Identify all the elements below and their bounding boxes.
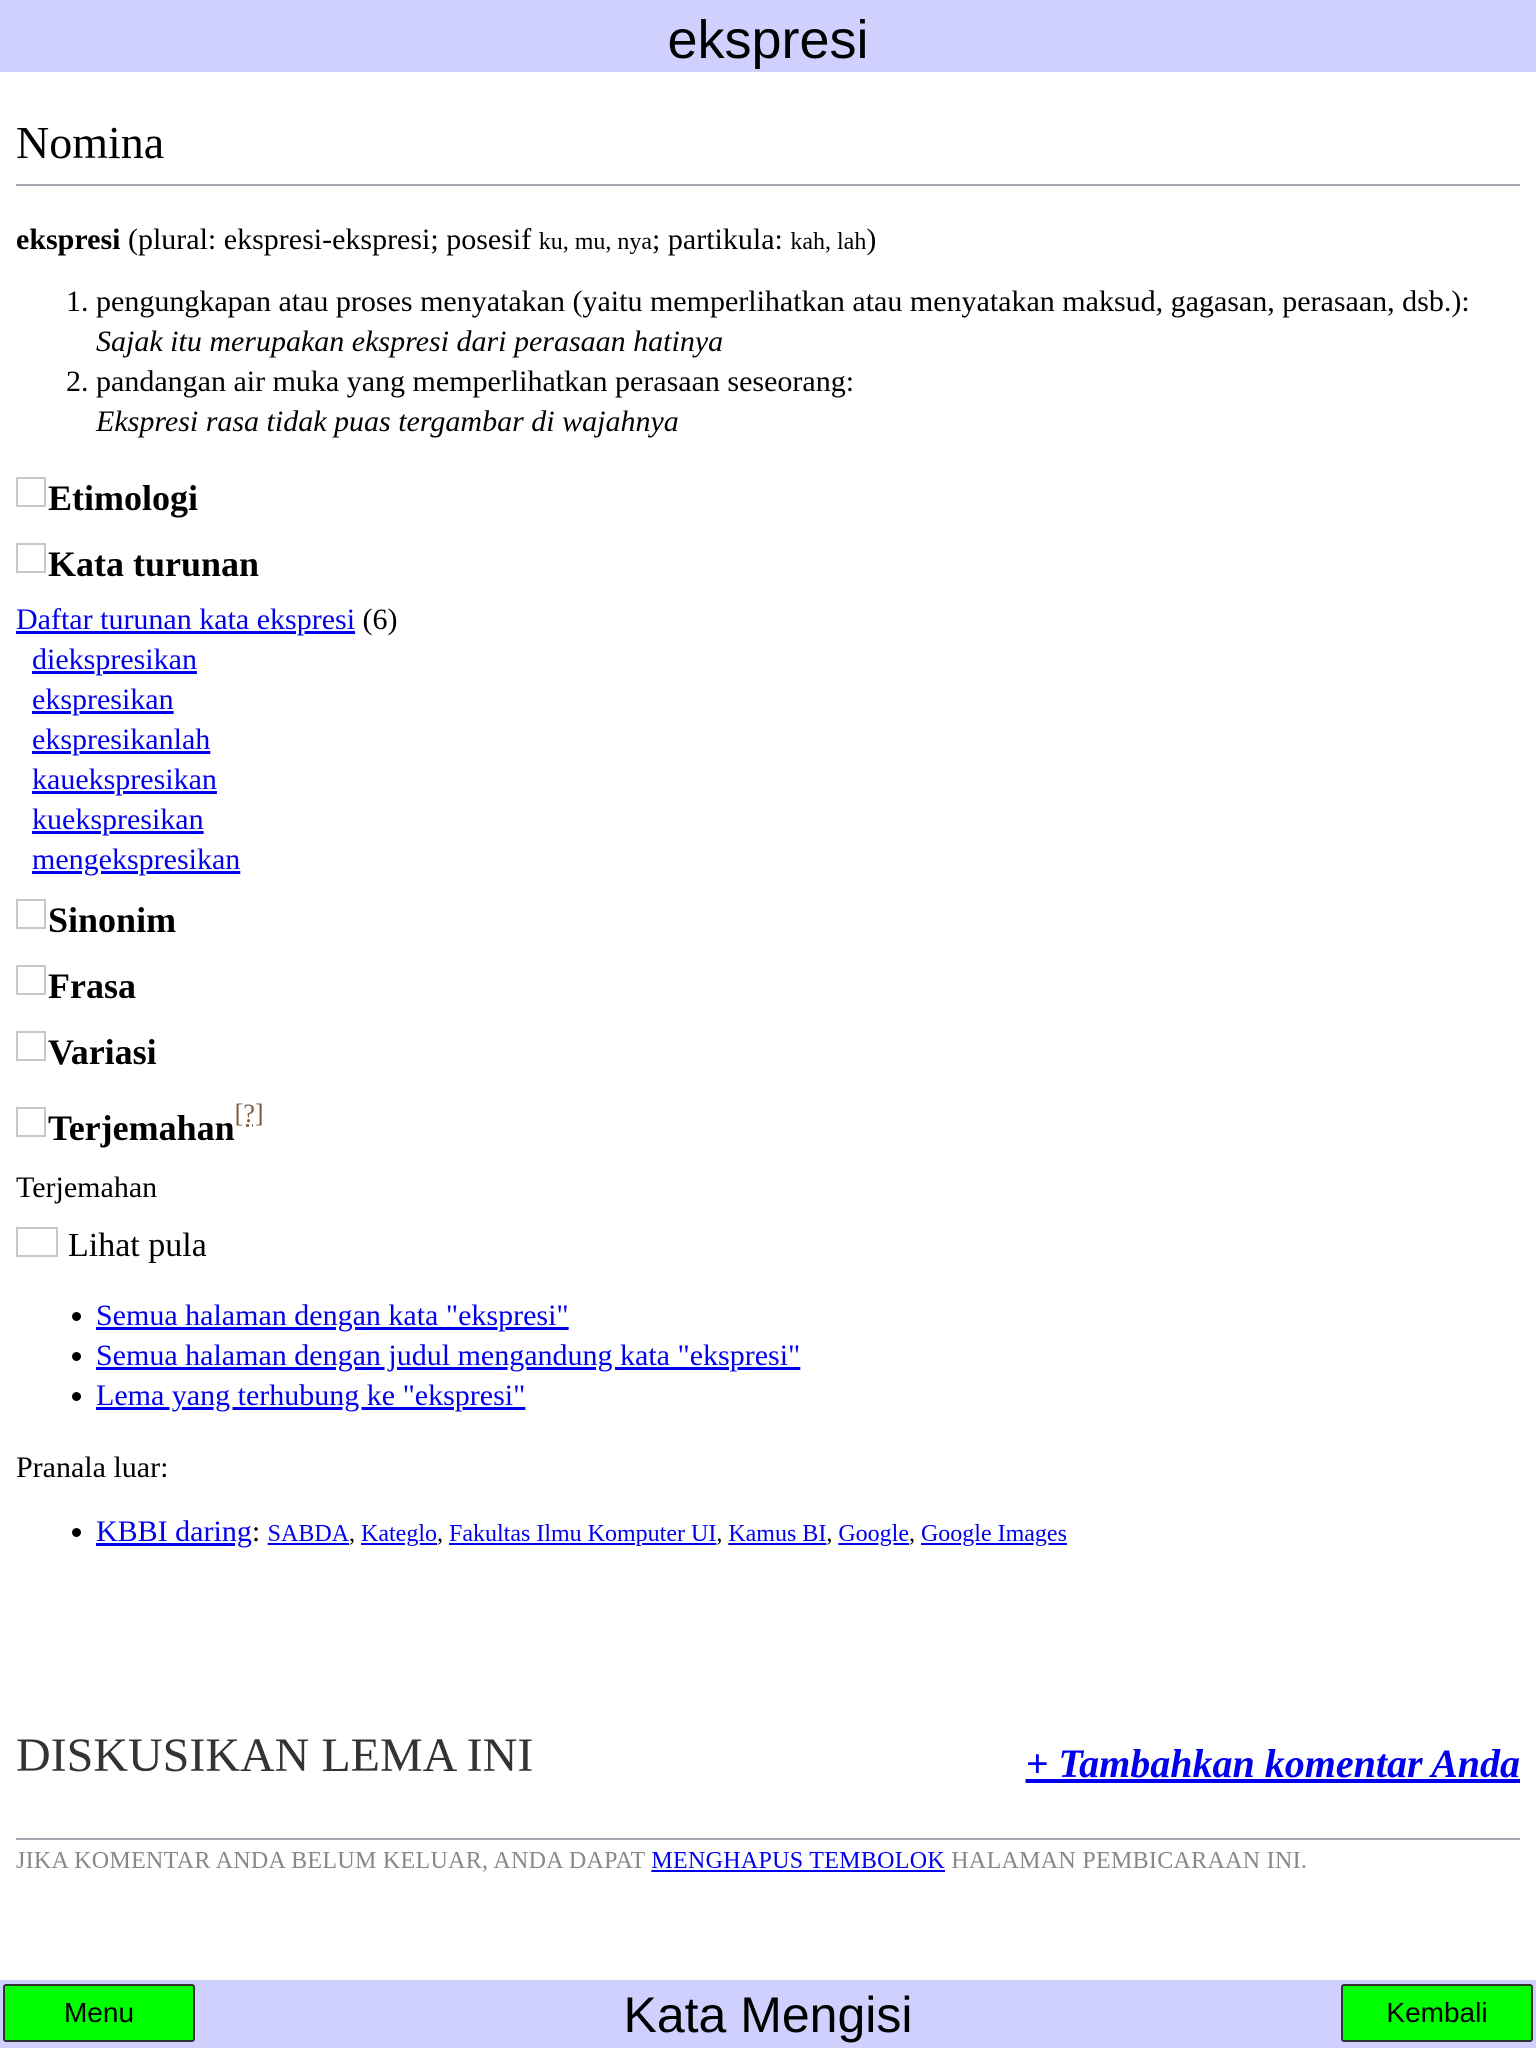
section-sinonim-label: Sinonim	[48, 900, 177, 940]
section-toggle-checkbox[interactable]	[16, 1031, 46, 1061]
see-also-list	[16, 1296, 1520, 1416]
section-terjemahan[interactable]	[16, 1099, 1520, 1150]
section-sinonim[interactable]	[16, 898, 1520, 942]
section-toggle-checkbox[interactable]	[16, 965, 46, 995]
bottom-title: Kata Mengisi	[623, 1987, 913, 2043]
see-also-link[interactable]: Semua halaman dengan judul mengandung kata "ekspresi"	[96, 1339, 801, 1372]
external-link-sabda[interactable]: SABDA	[267, 1521, 350, 1547]
kbbi-separator: :	[251, 1515, 261, 1548]
section-kata-turunan[interactable]	[16, 542, 1520, 586]
section-etimologi[interactable]	[16, 476, 1520, 520]
discussion-title: DISKUSIKAN LEMA INI	[16, 1729, 534, 1782]
derived-word-link[interactable]: ekspresikanlah	[32, 723, 211, 756]
cache-note-before: JIKA KOMENTAR ANDA BELUM KELUAR, ANDA DAPAT	[16, 1848, 652, 1874]
headword: ekspresi	[16, 223, 121, 256]
derived-word-link[interactable]: kauekspresikan	[32, 763, 217, 796]
external-links-list	[16, 1512, 1520, 1554]
definition-item	[96, 362, 1520, 442]
definition-list	[16, 282, 1520, 442]
section-variasi-label: Variasi	[48, 1032, 157, 1072]
kbbi-link[interactable]: KBBI daring	[96, 1515, 252, 1548]
see-also-link[interactable]: Lema yang terhubung ke "ekspresi"	[96, 1379, 526, 1412]
definition-example: Sajak itu merupakan ekspresi dari perasaan hatinya	[96, 325, 724, 358]
posesif-forms: ku, mu, nya	[538, 229, 653, 255]
list-item	[96, 1296, 1520, 1336]
cache-note-after: HALAMAN PEMBICARAAN INI.	[945, 1848, 1308, 1874]
discussion-header	[16, 1728, 1520, 1840]
posesif-label: ; posesif	[430, 223, 539, 256]
definition-text: pengungkapan atau proses menyatakan (yaitu memperlihatkan atau menyatakan maksud, gagasan, perasaan, dsb.):	[96, 285, 1470, 318]
purge-cache-link[interactable]: MENGHAPUS TEMBOLOK	[651, 1848, 945, 1874]
add-comment-link[interactable]: + Tambahkan komentar Anda	[1025, 1741, 1520, 1786]
see-also-link[interactable]: Semua halaman dengan kata "ekspresi"	[96, 1299, 569, 1332]
external-link-google[interactable]: Google	[838, 1521, 909, 1547]
list-item: • KBBI daring: SABDA, Kateglo, Fakultas Ilmu Komputer UI, Kamus BI, Google, Google Images	[96, 1512, 1520, 1554]
headword-line	[16, 220, 1520, 262]
terjemahan-body: Terjemahan	[16, 1171, 158, 1204]
derived-word-link[interactable]: kuekspresikan	[32, 803, 204, 836]
section-etimologi-label: Etimologi	[48, 478, 198, 518]
menu-button[interactable]: Menu	[3, 1984, 195, 2042]
top-title-bar	[0, 0, 1536, 72]
section-toggle-checkbox[interactable]	[16, 477, 46, 507]
section-lihat-pula-label: Lihat pula	[68, 1227, 207, 1264]
external-link-kamus-bi[interactable]: Kamus BI	[728, 1521, 827, 1547]
section-frasa[interactable]	[16, 964, 1520, 1008]
definition-text: pandangan air muka yang memperlihatkan perasaan seseorang:	[96, 365, 855, 398]
section-lihat-pula[interactable]	[16, 1226, 1520, 1266]
section-toggle-checkbox[interactable]	[16, 899, 46, 929]
derived-words-list	[16, 600, 1520, 880]
bottom-bar	[0, 1980, 1536, 2048]
help-link[interactable]: [?]	[234, 1099, 264, 1128]
derived-word-link[interactable]: ekspresikan	[32, 683, 174, 716]
part-of-speech-heading: Nomina	[16, 116, 1520, 186]
external-link-kateglo[interactable]: Kateglo	[361, 1521, 438, 1547]
section-terjemahan-label: Terjemahan	[48, 1108, 235, 1148]
plural-prefix: (plural:	[127, 223, 224, 256]
section-toggle-checkbox[interactable]	[16, 543, 46, 573]
external-links-label: Pranala luar:	[16, 1451, 169, 1484]
headword-close: )	[866, 223, 877, 256]
definition-item	[96, 282, 1520, 362]
derived-word-link[interactable]: diekspresikan	[32, 643, 197, 676]
definition-example: Ekspresi rasa tidak puas tergambar di wajahnya	[96, 405, 679, 438]
derived-words-index-link[interactable]: Daftar turunan kata ekspresi	[16, 603, 356, 636]
external-link-google-images[interactable]: Google Images	[920, 1521, 1067, 1547]
cache-note	[16, 1848, 1307, 1875]
section-toggle-checkbox[interactable]	[16, 1107, 46, 1137]
partikula-forms: kah, lah	[790, 229, 867, 255]
main-content	[16, 72, 1520, 1554]
list-item	[96, 1336, 1520, 1376]
section-frasa-label: Frasa	[48, 966, 136, 1006]
list-item	[96, 1376, 1520, 1416]
plural-form: ekspresi-ekspresi	[223, 223, 431, 256]
back-button[interactable]: Kembali	[1341, 1984, 1533, 2042]
derived-words-count: (6)	[362, 603, 398, 636]
section-toggle-checkbox[interactable]	[16, 1227, 58, 1257]
derived-word-link[interactable]: mengekspresikan	[32, 843, 241, 876]
page-title: ekspresi	[667, 10, 869, 70]
section-kata-turunan-label: Kata turunan	[48, 544, 260, 584]
external-link-fasilkom-ui[interactable]: Fakultas Ilmu Komputer UI	[449, 1521, 717, 1547]
partikula-label: ; partikula:	[652, 223, 791, 256]
section-variasi[interactable]	[16, 1030, 1520, 1074]
